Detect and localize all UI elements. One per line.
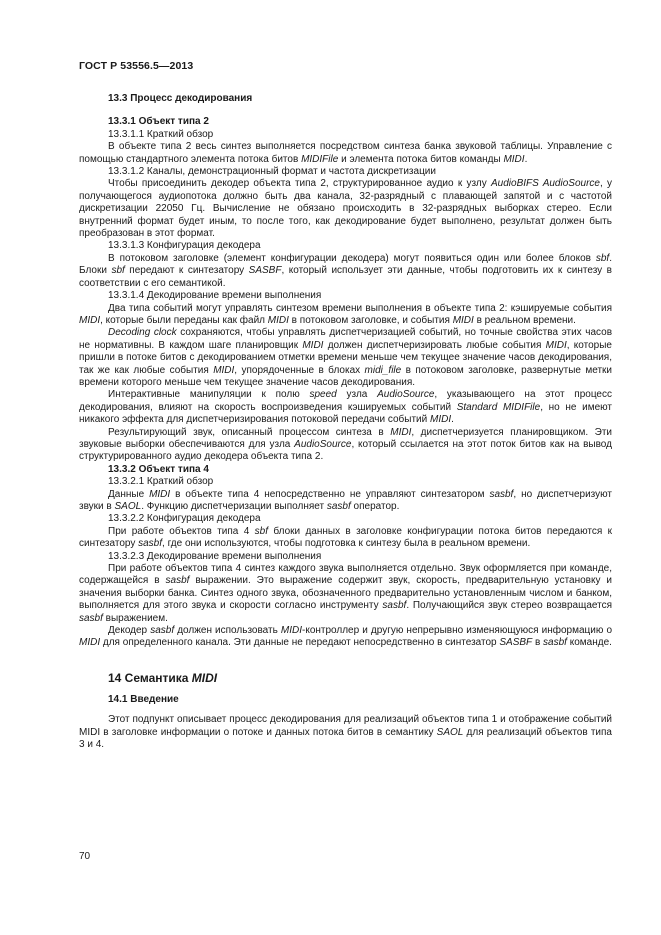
paragraph: При работе объектов типа 4 sbf блоки данных в заголовке конфигурации потока битов передаются к синтезатору sasbf, где они используются, чтобы подготовка к синтезу была в реальном времени.: [79, 525, 613, 550]
paragraph: Этот подпункт описывает процесс декодирования для реализаций объектов типа 1 и отображение событий MIDI в заголовке информации о потоке и данных потока битов в семантику SAOL для реализаций объектов типа 3 и 4.: [79, 714, 612, 751]
document-header: ГОСТ Р 53556.5—2013: [79, 60, 194, 72]
paragraph: 13.3.1.3 Конфигурация декодера: [108, 240, 261, 252]
paragraph: 13.3.1.1 Краткий обзор: [108, 128, 214, 140]
paragraph: Декодер sasbf должен использовать MIDI-контроллер и другую непрерывно изменяющуюся информацию о MIDI для определенного канала. Эти данные не передают непосредственно в синтезатор SASBF в sasbf команде.: [79, 625, 613, 649]
paragraph: 14.1 Введение: [108, 693, 179, 705]
paragraph: Интерактивные манипуляции к полю speed узла AudioSource, указывающего на этот процесс декодирования, влияют на скорость воспроизведения кэшируемых событий Standard MIDIFile, но не имеют никакого эффекта для диспетчеризирования потоковой передачи событий MIDI.: [79, 389, 612, 426]
paragraph: В объекте типа 2 весь синтез выполняется посредством синтеза банка звуковой таблицы. Управление с помощью стандартного элемента потока битов MIDIFile и элемента потока битов команды MIDI.: [79, 141, 612, 165]
page-number: 70: [79, 851, 91, 862]
paragraph: Чтобы присоединить декодер объекта типа 2, структурированное аудио к узлу AudioBIFS AudioSource, у получающегося аудиопотока должно быть два канала, 32-разрядный с плавающей запятой и с частотой дискретизации 22050 Гц. Вычисление не обязано происходить в 32-разрядных выборках стерео. Если внутренний формат будет иным, то после того, как декодирование будет выполнено, результат должен быть преобразован в этот формат.: [79, 178, 612, 240]
paragraph: 14 Семантика MIDI: [108, 670, 218, 685]
paragraph: 13.3.1.4 Декодирование времени выполнения: [108, 290, 322, 302]
paragraph: 13.3.2.3 Декодирование времени выполнения: [108, 550, 322, 562]
paragraph: 13.3.1 Объект типа 2: [108, 116, 209, 128]
paragraph: 13.3.2.2 Конфигурация декодера: [108, 513, 261, 525]
paragraph: 13.3.1.2 Каналы, демонстрационный формат и частота дискретизации: [108, 166, 436, 178]
paragraph: 13.3.2.1 Краткий обзор: [108, 476, 214, 488]
paragraph: При работе объектов типа 4 синтез каждого звука выполняется отдельно. Звук оформляется при команде, содержащейся в sasbf выражении. Это выражение содержит звук, скорость, предварительную установку и значения выборки банка. Синтез одного звука, обозначенного предварительно установленным числом и банком, выполняется для этого звука и скорости согласно инструменту sasbf. Получающийся звук стерео возвращается sasbf выражением.: [79, 563, 613, 624]
document-body: [79, 93, 612, 752]
paragraph: В потоковом заголовке (элемент конфигурации декодера) могут появиться один или более блоков sbf. Блоки sbf передают к синтезатору SASBF, который использует эти данные, чтобы подготовить их к синтезу в соответствии с его семантикой.: [79, 252, 612, 289]
paragraph: 13.3.2 Объект типа 4: [108, 463, 209, 475]
paragraph: Два типа событий могут управлять синтезом времени выполнения в объекте типа 2: кэшируемые события MIDI, которые были переданы как файл MIDI в потоковом заголовке, и события MIDI в реальном времени.: [79, 302, 612, 326]
paragraph: Результирующий звук, описанный процессом синтеза в MIDI, диспетчеризуется планировщиком. Эти звуковые выборки обеспечиваются для узла AudioSource, который ссылается на этот поток битов как на вывод структурированного аудио декодера объекта типа 2.: [79, 426, 613, 463]
paragraph: Данные MIDI в объекте типа 4 непосредственно не управляют синтезатором sasbf, но диспетчеризуют звуки в SAOL. Функцию диспетчеризации выполняет sasbf оператор.: [79, 488, 612, 512]
paragraph: 13.3 Процесс декодирования: [108, 93, 253, 104]
paragraph: Decoding clock сохраняются, чтобы управлять диспетчеризацией событий, но точные свойства этих часов не нормативны. В каждом шаге планировщик MIDI должен диспетчеризировать любые события MIDI, которые пришли в потоке битов с декодированием отметки времени меньше чем текущее значение часов декодирования, так же как любые события MIDI, упорядоченные в блоках midi_file в потоковом заголовке, развернутые метки времени которого меньше чем текущее значение часов декодирования.: [79, 327, 613, 388]
